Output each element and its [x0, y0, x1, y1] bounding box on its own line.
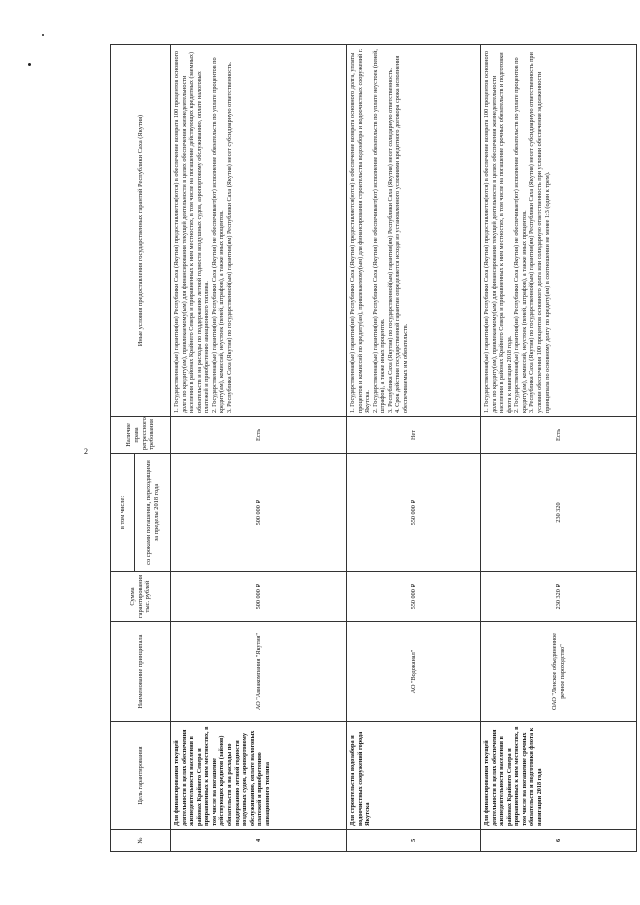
page-number: 2 [84, 447, 88, 456]
due-value: 550 000 [409, 505, 417, 526]
scan-speck [28, 63, 31, 66]
row-number: 6 [481, 830, 637, 852]
currency-mark: ₽ [555, 583, 562, 588]
conditions-cell: 1. Государственная(ые) гарантия(ии) Республики Саха (Якутия) предоставляется(ются) в обеспечение возврата 100 процентов основного долга по кредиту(ам), привлекаемому(ым) для финансирования текущей деятельности в целях обеспечения жизнедеятельности населения в районах Крайнего Севера и приравненных к ним местностях, в том числе на погашение срочных обязательств и подготовки флота к навигации 2018 года. 2. Государственная(ые) гарантия(ии) Республики Саха (Якутия) не обеспечивает(ют) исполнение обязательств по уплате процентов по кредиту(ам), комиссий, неустоек (пеней, штрафов), а также иных процентов. 3. Республика Саха (Якутия) по государственной(ым) гарантии(ям) Республики Саха (Якутия) несет субсидиарную ответственность при условии обеспечения 100 процентов основного долга или солидарную ответственность при условии обеспечения задолженности принципала по основному долгу по кредиту(ам) в соотношении не менее 1:3 (один к трем). [481, 45, 637, 417]
conditions-cell: 1. Государственная(ые) гарантия(ии) Республики Саха (Якутия) предоставляется(ются) в обеспечение возврата 100 процентов основного долга по кредиту(ам), привлекаемому(ым) для финансирования текущей деятельности в целях обеспечения жизнедеятельности населения в районах Крайнего Севера и приравненных к ним местностях, в том числе на погашение действующих кредитных (заемных) обязательств и на расходы по поддержанию летной годности воздушных судов, аэропортовому обслуживанию, оплате налоговых платежей и приобретению авиационного топлива. 2. Государственная(ые) гарантия(ии) Республики Саха (Якутия) не обеспечивает(ют) исполнение обязательств по уплате процентов по кредиту(ам), комиссий, неустоек (пеней, штрафов), а также иных процентов. 3. Республика Саха (Якутия) по государственной(ым) гарантии(ям) Республики Саха (Якутия) несет субсидиарную ответственность. [171, 45, 347, 417]
due-cell [347, 454, 481, 572]
row-number: 4 [171, 830, 347, 852]
header-conditions: Иные условия предоставления государственных гарантий Республики Саха (Якутия) [111, 45, 171, 417]
amount-value: 500 000 [254, 589, 262, 610]
header-due: со сроками погашения, переходящими за пределы 2018 года [135, 454, 171, 572]
scan-speck [42, 34, 44, 36]
table-row [171, 45, 347, 852]
principal-cell: АО "Авиакомпания "Якутия" [171, 622, 347, 722]
table-row [347, 45, 481, 852]
goal-cell: Для финансирования текущей деятельности в целях обеспечения жизнедеятельности населения в районах Крайнего Севера и приравненных к ним местностях, в том числе на погашение срочных обязательств и подготовки флота к навигации 2018 года [481, 722, 637, 830]
conditions-cell: 1. Государственная(ые) гарантия(ии) Республики Саха (Якутия) предоставляется(ются) в обеспечение возврата основного долга, уплаты процентов и комиссий по кредиту(ам), привлекаемому(ым) для финансирования строительства водозабора и водоочистных сооружений г. Якутска. 2. Государственная(ые) гарантия(ии) Республики Саха (Якутия) не обеспечивает(ют) исполнение обязательств по уплате неустоек (пеней, штрафов), а также иных процентов. 3. Республика Саха (Якутия) по государственной(ым) гарантии(ям) Республики Саха (Якутия) несет солидарную ответственность. 4. Срок действия государственной гарантии определяется исходя из установленного условиями кредитного договора срока исполнения обеспечиваемых им обязательств. [347, 45, 481, 417]
header-regress: Наличие права регрессного требования [111, 417, 171, 454]
goal-cell: Для строительства водозабора и водоочистных сооружений города Якутска [347, 722, 481, 830]
currency-mark: ₽ [410, 583, 417, 588]
amount-value: 550 000 [409, 589, 417, 610]
header-row [111, 45, 135, 852]
currency-mark: ₽ [410, 499, 417, 504]
amount-cell [481, 572, 637, 622]
goal-cell: Для финансирования текущей деятельности в целях обеспечения жизнедеятельности населения в районах Крайнего Севера и приравненных к ним местностях, в том числе на погашение действующих кредитов (займов) обязательств и на расходы по поддержанию летной годности воздушных судов, аэропортовому обслуживанию, оплате налоговых платежей и приобретению авиационного топлива [171, 722, 347, 830]
due-cell: 230 320 [481, 454, 637, 572]
row-number: 5 [347, 830, 481, 852]
header-num: № [111, 830, 171, 852]
table-row [481, 45, 637, 852]
regress-cell: Есть [171, 417, 347, 454]
amount-value: 230 320 [554, 589, 562, 610]
currency-mark: ₽ [255, 499, 262, 504]
rotated-page-content [110, 45, 636, 852]
header-goal: Цель гарантирования [111, 722, 171, 830]
amount-cell [171, 572, 347, 622]
currency-mark: ₽ [255, 583, 262, 588]
principal-cell: ОАО "Ленское объединенное речное пароходство" [481, 622, 637, 722]
due-value: 500 000 [254, 505, 262, 526]
due-cell [171, 454, 347, 572]
header-principal: Наименование принципала [111, 622, 171, 722]
principal-cell: АО "Водоканал" [347, 622, 481, 722]
regress-cell: Есть [481, 417, 637, 454]
amount-cell [347, 572, 481, 622]
regress-cell: Нет [347, 417, 481, 454]
header-amount: Сумма гарантирования тыс. рублей [111, 572, 171, 622]
guarantees-table [110, 44, 637, 852]
header-in-that: в том числе: [111, 454, 135, 572]
